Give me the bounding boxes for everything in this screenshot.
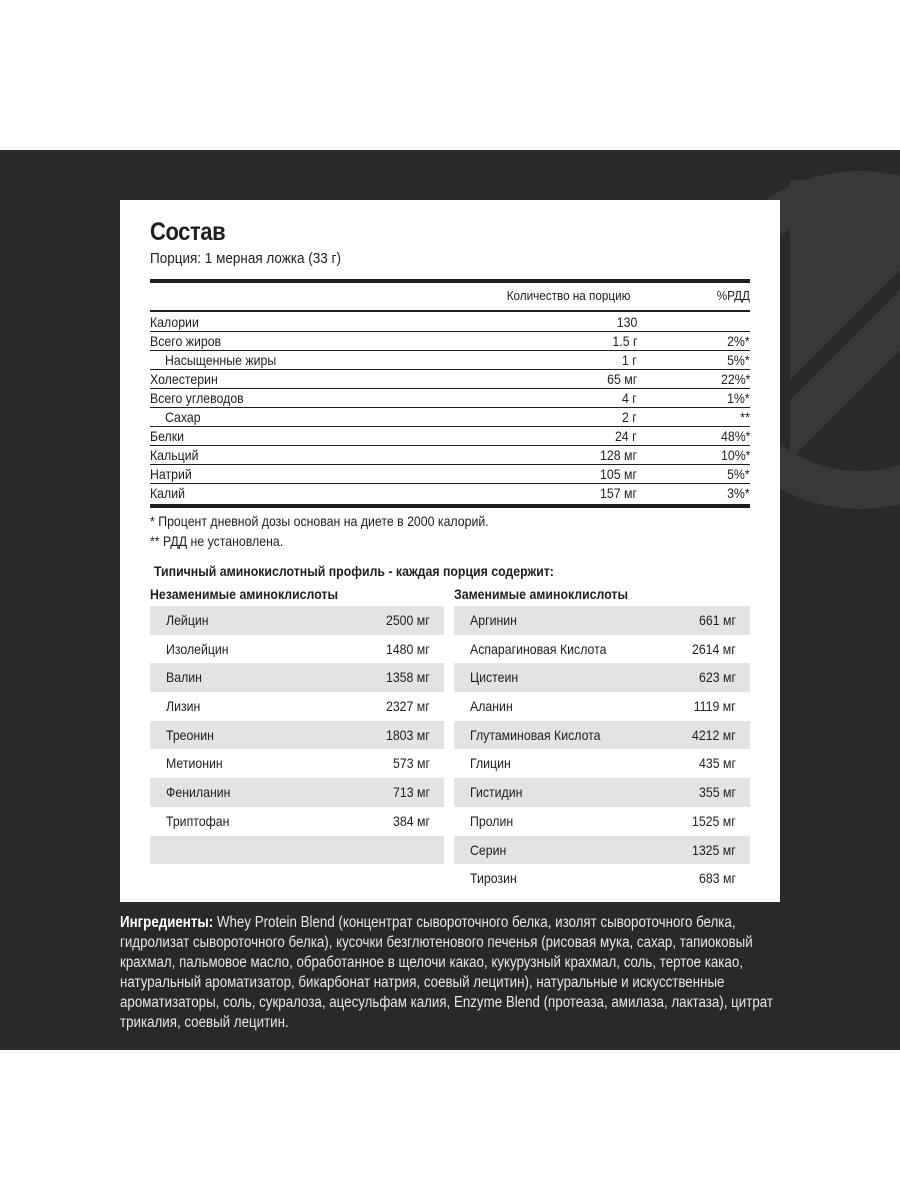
- dv-column-header: %РДД: [716, 288, 750, 303]
- nutrient-amount: 2 г: [622, 409, 637, 425]
- ingredients-line: крахмал, пальмовое масло, обработанное в щелочи какао, кукурузный крахмал, соль, тертое какао,: [120, 954, 743, 971]
- essential-amino-title: Незаменимые аминоклислоты: [150, 586, 338, 602]
- nutrient-amount: 130: [616, 314, 637, 330]
- amino-value: 435 мг: [699, 755, 736, 772]
- amino-name: Валин: [166, 669, 202, 686]
- amino-value: 2500 мг: [386, 612, 430, 628]
- amino-row: [454, 606, 750, 635]
- nutrient-name: Всего жиров: [150, 333, 222, 349]
- ingredients-line: [120, 913, 736, 933]
- amino-row: [454, 663, 750, 692]
- nutrient-dv: **: [740, 409, 750, 425]
- amino-row: [150, 692, 444, 721]
- nutrient-amount: 128 мг: [600, 447, 637, 463]
- nonessential-amino-title: Заменимые аминоклислоты: [454, 586, 628, 602]
- amino-name: Аспарагиновая Кислота: [470, 640, 607, 657]
- nutrient-dv: 5%*: [727, 466, 750, 482]
- nutrition-row: [150, 370, 750, 389]
- amino-value: 2327 мг: [386, 698, 430, 715]
- amino-row: [150, 635, 444, 664]
- amino-name: Глутаминовая Кислота: [470, 726, 601, 743]
- ingredients-line-text: Whey Protein Blend (концентрат сывороточного белка, изолят сывороточного белка,: [213, 914, 736, 931]
- ingredients-label: Ингредиенты:: [120, 914, 214, 931]
- nutrient-name: Всего углеводов: [150, 390, 244, 406]
- amino-row-empty: [150, 836, 444, 865]
- ingredients-line: натуральный ароматизатор, бикарбонат натрия, соевый лецитин), натуральные и искусственные: [120, 974, 725, 991]
- nutrition-row: [150, 313, 750, 332]
- nutrition-row: [150, 446, 750, 465]
- nutrient-amount: 1 г: [622, 352, 637, 368]
- amino-name: Изолейцин: [166, 640, 229, 657]
- amino-row: [454, 721, 750, 750]
- amino-row: [150, 663, 444, 692]
- nutrient-name: Кальций: [150, 447, 199, 463]
- divider: [150, 310, 750, 312]
- amino-name: Аланин: [470, 698, 513, 715]
- footnote-daily-value: * Процент дневной дозы основан на диете в 2000 калорий.: [150, 513, 489, 529]
- nutrition-row: [150, 484, 750, 503]
- amino-value: 573 мг: [393, 755, 430, 772]
- nutrient-dv: 3%*: [727, 485, 750, 501]
- nutrient-amount: 24 г: [615, 428, 637, 444]
- amount-column-header: Количество на порцию: [506, 288, 630, 303]
- nutrition-row: [150, 427, 750, 446]
- serving-size: Порция: 1 мерная ложка (33 г): [150, 250, 341, 267]
- nutrient-dv: 22%*: [720, 371, 750, 387]
- nutrient-amount: 157 мг: [600, 485, 637, 501]
- composition-title: Состав: [150, 218, 226, 246]
- composition-card: [120, 200, 780, 902]
- amino-value: 1119 мг: [694, 698, 736, 715]
- amino-value: 683 мг: [699, 870, 736, 887]
- amino-row: [150, 606, 444, 635]
- amino-name: Фениланин: [166, 784, 231, 801]
- amino-value: 1803 мг: [386, 726, 430, 743]
- amino-value: 4212 мг: [692, 726, 736, 743]
- amino-value: 1358 мг: [386, 669, 430, 686]
- nutrition-row: [150, 389, 750, 408]
- amino-name: Тирозин: [470, 870, 517, 887]
- ingredients-line: ароматизаторы, соль, сукралоза, ацесульфам калия, Enzyme Blend (протеаза, амилаза, лактаза), цитрат: [120, 994, 773, 1011]
- amino-name: Глицин: [470, 755, 511, 772]
- ingredients-text: [120, 913, 800, 1033]
- nutrient-amount: 105 мг: [600, 466, 637, 482]
- amino-value: 384 мг: [393, 812, 430, 829]
- amino-row: [454, 807, 750, 836]
- nutrient-name: Калий: [150, 485, 185, 501]
- amino-value: 623 мг: [699, 669, 736, 686]
- nutrition-row: [150, 351, 750, 370]
- amino-value: 661 мг: [699, 612, 736, 628]
- nutrient-name: Насыщенные жиры: [165, 352, 277, 368]
- ingredients-line: трикалия, соевый лецитин.: [120, 1014, 289, 1031]
- divider: [150, 279, 750, 283]
- divider: [150, 504, 750, 508]
- nutrition-table: [150, 313, 750, 503]
- ingredients-line: гидролизат сывороточного белка), кусочки безглютенового печенья (рисовая мука, сахар, тапиоковый: [120, 934, 753, 951]
- nutrient-dv: 48%*: [720, 428, 750, 444]
- nutrient-name: Холестерин: [150, 371, 218, 387]
- amino-row: [454, 864, 750, 893]
- amino-row: [454, 778, 750, 807]
- amino-name: Пролин: [470, 812, 514, 829]
- amino-row: [454, 836, 750, 865]
- amino-value: 1325 мг: [692, 841, 736, 858]
- amino-value: 355 мг: [699, 784, 736, 801]
- amino-name: Аргинин: [470, 612, 517, 628]
- nutrient-amount: 4 г: [622, 390, 637, 406]
- amino-profile-title: Типичный аминокислотный профиль - каждая порция содержит:: [154, 563, 554, 579]
- nutrient-amount: 65 мг: [606, 371, 637, 387]
- nutrient-name: Сахар: [165, 409, 201, 425]
- nutrition-row: [150, 408, 750, 427]
- amino-value: 1480 мг: [386, 640, 430, 657]
- nutrient-amount: 1.5 г: [611, 333, 637, 349]
- amino-row: [150, 721, 444, 750]
- nutrient-dv: 2%*: [727, 333, 750, 349]
- nutrition-row: [150, 332, 750, 351]
- nonessential-amino-list: [454, 606, 750, 893]
- footnote-not-established: ** РДД не установлена.: [150, 533, 284, 549]
- essential-amino-list: [150, 606, 444, 864]
- amino-row: [454, 692, 750, 721]
- amino-name: Треонин: [166, 726, 214, 743]
- nutrient-dv: 5%*: [727, 352, 750, 368]
- nutrition-row: [150, 465, 750, 484]
- amino-row: [454, 635, 750, 664]
- amino-row: [454, 749, 750, 778]
- amino-name: Лейцин: [166, 612, 209, 628]
- amino-value: 1525 мг: [692, 812, 736, 829]
- nutrient-name: Белки: [150, 428, 184, 444]
- amino-row: [150, 749, 444, 778]
- amino-row: [150, 807, 444, 836]
- amino-name: Гистидин: [470, 784, 523, 801]
- amino-name: Метионин: [166, 755, 223, 772]
- nutrient-dv: 10%*: [720, 447, 750, 463]
- amino-row: [150, 778, 444, 807]
- nutrient-name: Калории: [150, 314, 199, 330]
- amino-name: Серин: [470, 841, 507, 858]
- nutrient-dv: 1%*: [727, 390, 750, 406]
- nutrient-name: Натрий: [150, 466, 192, 482]
- amino-value: 713 мг: [393, 784, 430, 801]
- amino-name: Триптофан: [166, 812, 230, 829]
- amino-name: Лизин: [166, 698, 201, 715]
- amino-value: 2614 мг: [692, 640, 736, 657]
- amino-name: Цистеин: [470, 669, 519, 686]
